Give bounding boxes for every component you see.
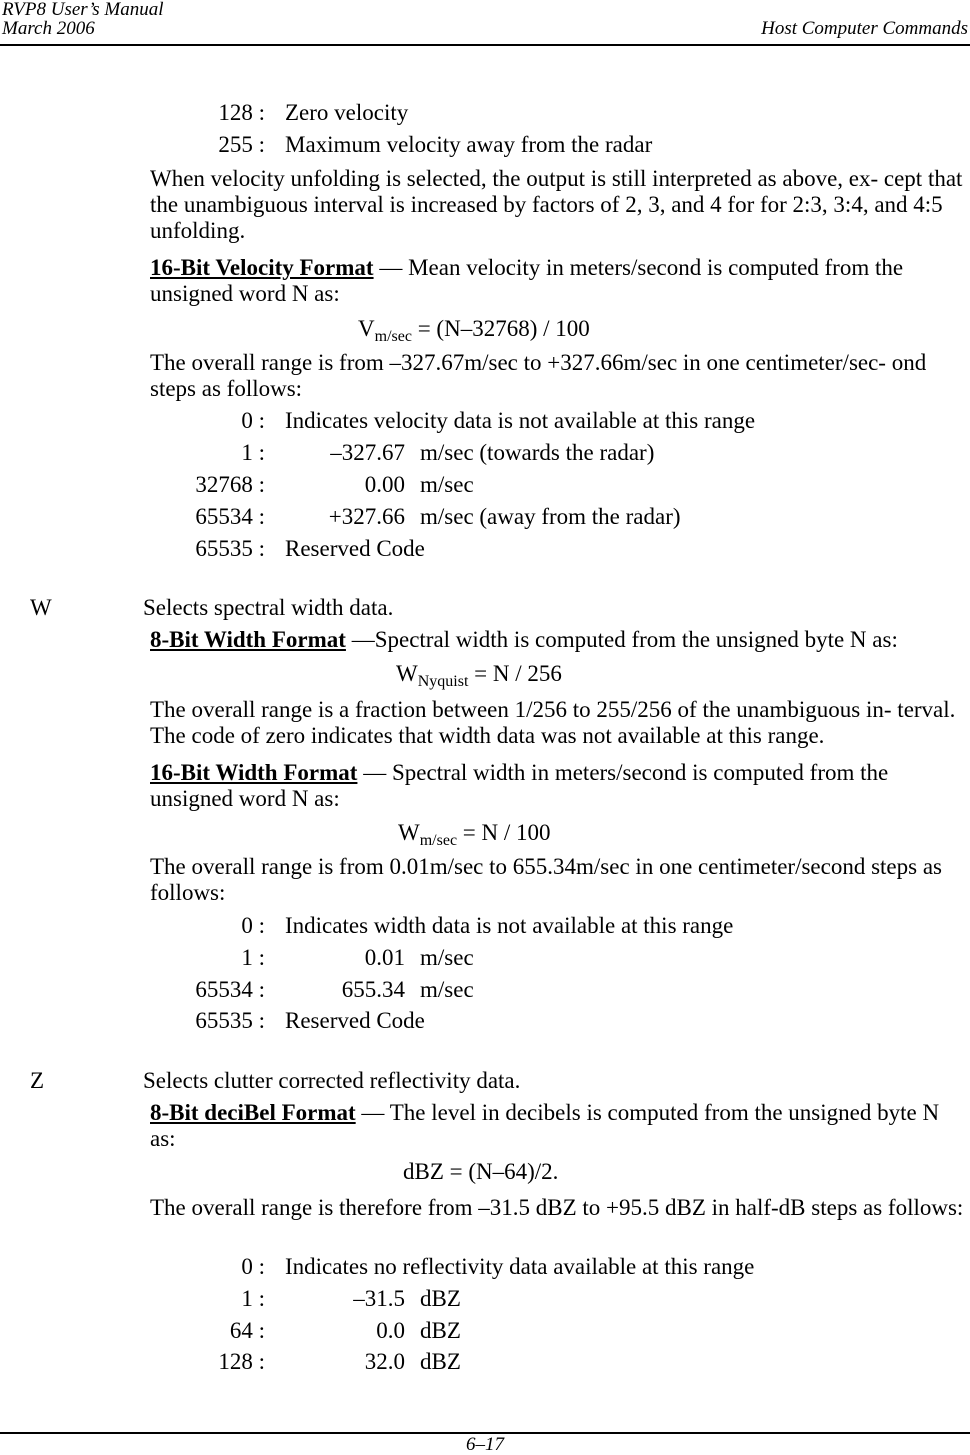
desc: Indicates velocity data is not available at this range <box>285 408 756 433</box>
dbz-8bit-paragraph <box>150 1100 970 1152</box>
velocity-16bit-paragraph <box>150 255 970 307</box>
section-title: Host Computer Commands <box>761 18 968 39</box>
value: –327.67 <box>330 440 405 465</box>
value: +327.66 <box>328 504 405 529</box>
width-16bit-intro: — Spectral width in meters/second is computed from the unsigned word N as: <box>150 760 889 811</box>
command-description-w: Selects spectral width data. <box>143 595 394 620</box>
width-8bit-intro: —Spectral width is computed from the unsigned byte N as: <box>345 627 898 652</box>
code: 1 : <box>241 945 265 970</box>
width-8bit-paragraph <box>150 627 970 653</box>
velocity-16bit-range: The overall range is from –327.67m/sec to +327.66m/sec in one centimeter/sec- ond steps as follows: <box>150 350 927 401</box>
width-8bit-range: The overall range is a fraction between 1/256 to 255/256 of the unambiguous in- terval. The code of zero indicates that width data was not available at this range. <box>150 697 956 748</box>
unit: m/sec (towards the radar) <box>420 440 655 465</box>
page-number: 6–17 <box>466 1434 504 1455</box>
code: 65534 : <box>195 977 265 1002</box>
width-16bit-range: The overall range is from 0.01m/sec to 655.34m/sec in one centimeter/second steps as follows: <box>150 854 942 905</box>
unit: m/sec <box>420 977 474 1002</box>
code-255: 255 : <box>218 132 265 157</box>
command-description-z: Selects clutter corrected reflectivity data. <box>143 1068 521 1093</box>
formula-sub: m/sec <box>374 328 412 345</box>
unit: m/sec (away from the radar) <box>420 504 681 529</box>
code-128: 128 : <box>218 100 265 125</box>
manual-date: March 2006 <box>2 18 95 39</box>
desc-max-velocity: Maximum velocity away from the radar <box>285 132 653 157</box>
dbz-8bit-formula: dBZ = (N–64)/2. <box>403 1159 559 1184</box>
formula-rhs: = (N–32768) / 100 <box>411 316 590 341</box>
unit: m/sec <box>420 472 474 497</box>
value: 0.00 <box>364 472 405 497</box>
width-8bit-heading: 8-Bit Width Format <box>150 627 346 652</box>
unit: dBZ <box>420 1286 461 1311</box>
formula-sub: Nyquist <box>417 673 469 690</box>
code: 65534 : <box>195 504 265 529</box>
formula-sub: m/sec <box>419 832 458 849</box>
code: 65535 : <box>195 1008 265 1033</box>
desc: Reserved Code <box>285 1008 425 1033</box>
value: 655.34 <box>341 977 405 1002</box>
value: 0.01 <box>364 945 405 970</box>
dbz-8bit-heading: 8-Bit deciBel Format <box>150 1100 356 1125</box>
dbz-8bit-intro: — The level in decibels is computed from the unsigned byte N as: <box>150 1100 940 1151</box>
code: 65535 : <box>195 536 265 561</box>
code: 128 : <box>218 1349 265 1374</box>
manual-title: RVP8 User’s Manual <box>2 0 164 20</box>
width-8bit-formula <box>396 661 562 695</box>
velocity-16bit-intro: — Mean velocity in meters/second is computed from the unsigned word N as: <box>150 255 904 306</box>
code: 1 : <box>241 440 265 465</box>
formula-var: W <box>396 661 418 686</box>
desc: Indicates no reflectivity data available at this range <box>285 1254 755 1279</box>
command-letter-w: W <box>30 595 52 620</box>
formula-var: W <box>398 820 420 845</box>
unit: dBZ <box>420 1349 461 1374</box>
code: 0 : <box>241 408 265 433</box>
width-16bit-paragraph <box>150 760 970 812</box>
code: 0 : <box>241 913 265 938</box>
value: 0.0 <box>376 1318 405 1343</box>
command-letter-z: Z <box>30 1068 45 1093</box>
code: 1 : <box>241 1286 265 1311</box>
velocity-16bit-formula <box>358 316 590 350</box>
dbz-8bit-range: The overall range is therefore from –31.5 dBZ to +95.5 dBZ in half-dB steps as follows: <box>150 1195 964 1220</box>
code: 64 : <box>229 1318 265 1343</box>
formula-rhs: = N / 256 <box>468 661 562 686</box>
desc-zero-velocity: Zero velocity <box>285 100 409 125</box>
page-header <box>0 0 970 46</box>
width-16bit-heading: 16-Bit Width Format <box>150 760 358 785</box>
header-left <box>2 0 164 38</box>
desc: Indicates width data is not available at this range <box>285 913 734 938</box>
width-16bit-formula <box>398 820 551 854</box>
desc: Reserved Code <box>285 536 425 561</box>
unit: dBZ <box>420 1318 461 1343</box>
unit: m/sec <box>420 945 474 970</box>
velocity-16bit-heading: 16-Bit Velocity Format <box>150 255 374 280</box>
formula-rhs: = N / 100 <box>457 820 551 845</box>
code: 32768 : <box>195 472 265 497</box>
unfolding-paragraph: When velocity unfolding is selected, the output is still interpreted as above, ex- cept that the unambiguous interval is increased by factors of 2, 3, and 4 for for 2:3, 3:4, and 4:5 unfolding. <box>150 166 963 243</box>
value: 32.0 <box>364 1349 405 1374</box>
code: 0 : <box>241 1254 265 1279</box>
value: –31.5 <box>353 1286 405 1311</box>
formula-var: V <box>358 316 375 341</box>
